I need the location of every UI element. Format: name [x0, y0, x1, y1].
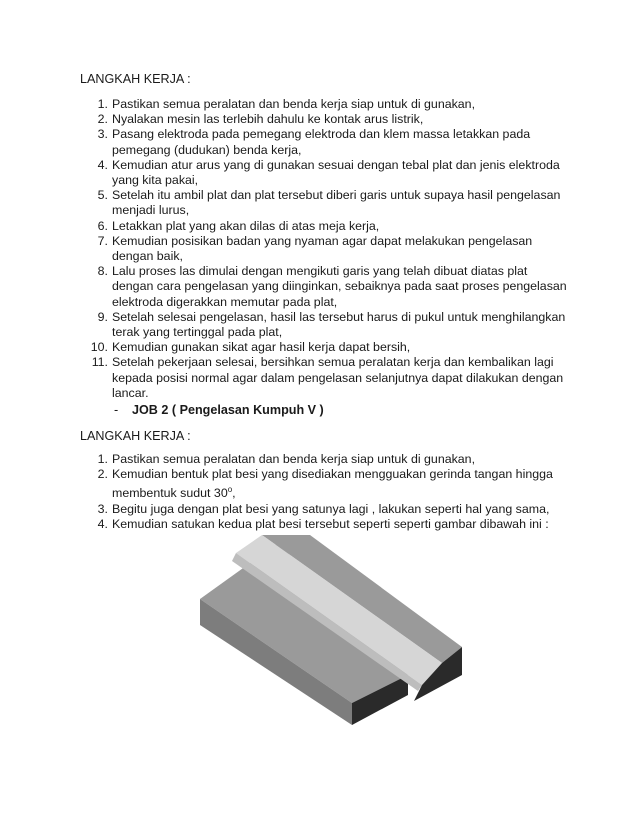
step-text: Pastikan semua peralatan dan benda kerja siap untuk di gunakan, — [112, 452, 476, 466]
step-number: 1. — [97, 97, 108, 111]
step-number: 5. — [97, 188, 108, 203]
step-item — [80, 97, 570, 112]
job-title-text: JOB 2 ( Pengelasan Kumpuh V ) — [132, 403, 324, 417]
step-text: Pasang elektroda pada pemegang elektroda dan klem massa letakkan pada pemegang (dudukan) benda kerja, — [112, 127, 531, 157]
step-item — [80, 264, 570, 310]
step-text: Kemudian satukan kedua plat besi tersebut seperti seperti gambar dibawah ini : — [112, 516, 549, 531]
degree-superscript: o — [227, 485, 233, 495]
step-text: Nyalakan mesin las terlebih dahulu ke kontak arus listrik, — [112, 112, 424, 127]
step-item — [80, 502, 570, 517]
steps-heading-2: LANGKAH KERJA : — [80, 429, 191, 443]
step-number: 1. — [97, 452, 108, 466]
step-number: 2. — [97, 112, 108, 127]
steps-list-2 — [80, 452, 570, 532]
step-number: 11. — [91, 355, 108, 370]
step-text: Kemudian atur arus yang di gunakan sesuai dengan tebal plat dan jenis elektroda yang kita pakai, — [112, 157, 560, 188]
step-item — [80, 452, 570, 467]
step-item — [80, 310, 570, 340]
step-text: Begitu juga dengan plat besi yang satunya lagi , lakukan seperti hal yang sama, — [112, 501, 550, 516]
step-item — [80, 340, 570, 355]
step-item — [80, 127, 570, 157]
job-dash: - — [114, 403, 119, 417]
step-text: Kemudian bentuk plat besi yang disediakan mengguakan gerinda tangan hingga membentuk sudut 30 — [112, 467, 553, 501]
step-number: 4. — [97, 157, 108, 172]
job-title — [114, 402, 324, 418]
step-number: 3. — [97, 127, 108, 142]
step-item — [80, 467, 570, 501]
step-number: 9. — [97, 309, 108, 324]
step-item — [80, 219, 570, 234]
steps-heading-1: LANGKAH KERJA : — [80, 72, 191, 86]
step-number: 3. — [97, 501, 108, 516]
step-number: 2. — [97, 467, 108, 482]
step-text: Pastikan semua peralatan dan benda kerja siap untuk di gunakan, — [112, 97, 476, 111]
step-text: Setelah itu ambil plat dan plat tersebut diberi garis untuk supaya hasil pengelasan menjadi lurus, — [112, 188, 561, 218]
step-text: Letakkan plat yang akan dilas di atas meja kerja, — [112, 218, 380, 233]
step-text: Setelah selesai pengelasan, hasil las tersebut harus di pukul untuk menghilangkan terak yang tertinggal pada plat, — [112, 309, 566, 340]
step-text: Setelah pekerjaan selesai, bersihkan semua peralatan kerja dan kembalikan lagi kepada posisi normal agar dalam pengelasan selanjutnya dapat dilakukan dengan lancar. — [112, 355, 564, 400]
v-butt-joint-figure — [200, 535, 472, 725]
step-item — [80, 355, 570, 401]
step-number: 6. — [97, 218, 108, 233]
step-item — [80, 188, 570, 218]
step-item — [80, 234, 570, 264]
step-number: 7. — [97, 233, 108, 248]
step-number: 4. — [97, 516, 108, 531]
step-item — [80, 112, 570, 127]
step-text-after: , — [232, 486, 236, 501]
step-number: 10. — [90, 340, 108, 355]
step-item — [80, 517, 570, 532]
step-item — [80, 158, 570, 188]
step-text: Kemudian gunakan sikat agar hasil kerja dapat bersih, — [112, 340, 411, 355]
step-text: Kemudian posisikan badan yang nyaman agar dapat melakukan pengelasan dengan baik, — [112, 233, 533, 264]
steps-list-1 — [80, 97, 570, 401]
step-number: 8. — [97, 264, 108, 279]
step-text: Lalu proses las dimulai dengan mengikuti garis yang telah dibuat diatas plat dengan cara pengelasan yang diinginkan, sebaiknya pada saat proses pengelasan elektroda digerakkan memutar pada plat, — [112, 264, 567, 309]
